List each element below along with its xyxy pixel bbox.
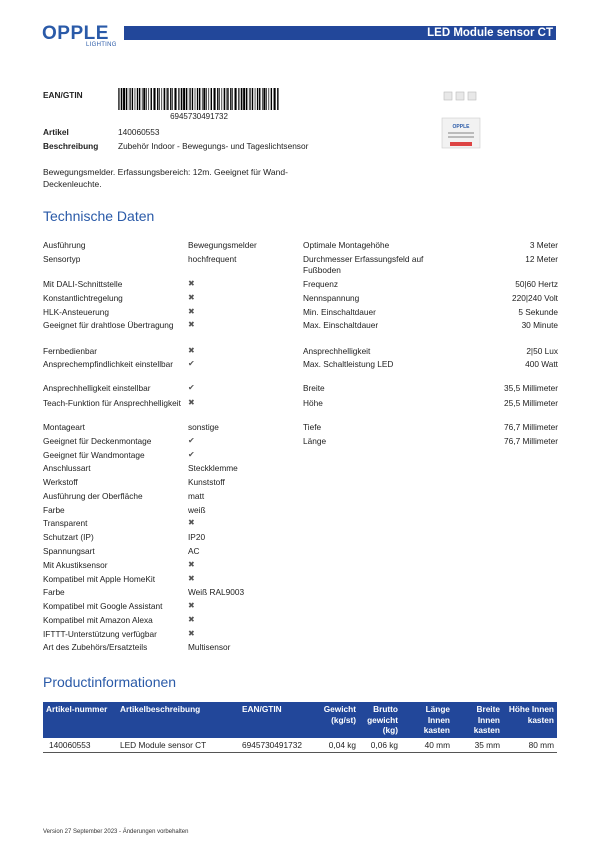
spec-right-value: 5 Sekunde	[518, 307, 558, 317]
spec-left-label: Schutzart (IP)	[43, 532, 94, 542]
table-header-cell: Artikel-nummer	[43, 702, 117, 738]
spec-left-label: Ansprechhelligkeit einstellbar	[43, 383, 151, 393]
product-info-table	[43, 702, 557, 753]
spec-left-label: Geeignet für Deckenmontage	[43, 436, 152, 446]
spec-left-value: ✖	[188, 279, 195, 288]
spec-left-value: ✔	[188, 450, 195, 459]
spec-right-label: Max. Einschaltdauer	[303, 320, 379, 330]
spec-left-value: ✖	[188, 293, 195, 302]
spec-right-value: 50|60 Hertz	[515, 279, 558, 289]
spec-left-label: Fernbedienbar	[43, 346, 97, 356]
spec-left-value: ✖	[188, 398, 195, 407]
spec-left-value: ✔	[188, 383, 195, 392]
table-cell: 0,06 kg	[359, 738, 401, 753]
spec-left-label: HLK-Ansteuerung	[43, 307, 109, 317]
spec-right-value: 12 Meter	[525, 254, 558, 264]
spec-left-label: Teach-Funktion für Ansprechhelligkeit	[43, 398, 181, 408]
spec-left-value: ✖	[188, 601, 195, 610]
spec-right-value: 25,5 Millimeter	[504, 398, 558, 408]
spec-right-label: Frequenz	[303, 279, 339, 289]
table-cell: 0,04 kg	[317, 738, 359, 753]
spec-left-value: ✖	[188, 307, 195, 316]
spec-left-label: Kompatibel mit Amazon Alexa	[43, 615, 153, 625]
table-header-row	[43, 702, 557, 738]
spec-right-value: 30 Minute	[521, 320, 558, 330]
spec-right-value: 400 Watt	[525, 359, 558, 369]
spec-left-label: Spannungsart	[43, 546, 95, 556]
spec-left-label: Geeignet für drahtlose Übertragung	[43, 320, 174, 330]
spec-left-label: Sensortyp	[43, 254, 81, 264]
spec-left-label: Geeignet für Wandmontage	[43, 450, 145, 460]
spec-left-value: matt	[188, 491, 205, 501]
logo-word: OPPLE	[42, 23, 109, 44]
product-description: Bewegungsmelder. Erfassungsbereich: 12m. Geeignet für Wand- Deckenleuchte.	[43, 167, 288, 189]
spec-left-label: Montageart	[43, 422, 85, 432]
table-header-cell: Brutto gewicht (kg)	[359, 702, 401, 738]
spec-left-label: Konstantlichtregelung	[43, 293, 123, 303]
productinformationen-title: Productinformationen	[43, 674, 177, 690]
spec-left-value: ✖	[188, 346, 195, 355]
spec-left-value: sonstige	[188, 422, 219, 432]
spec-right-label: Höhe	[303, 398, 323, 408]
table-body	[43, 738, 557, 753]
ean-label: EAN/GTIN	[43, 90, 83, 100]
spec-left-label: Anschlussart	[43, 463, 91, 473]
footer-version: Version 27 September 2023 - Änderungen vorbehalten	[43, 829, 189, 835]
spec-left-label: Kompatibel mit Apple HomeKit	[43, 574, 156, 584]
beschreibung-label: Beschreibung	[43, 141, 99, 151]
table-cell: LED Module sensor CT	[117, 738, 239, 753]
table-header-cell: EAN/GTIN	[239, 702, 317, 738]
spec-left-value: ✖	[188, 560, 195, 569]
spec-left-value: ✖	[188, 615, 195, 624]
spec-right-label: Tiefe	[303, 422, 322, 432]
spec-right-value: 76,7 Millimeter	[504, 436, 558, 446]
technische-daten-title: Technische Daten	[43, 208, 155, 224]
spec-left-label: Mit Akustiksensor	[43, 560, 108, 570]
spec-left-value: IP20	[188, 532, 206, 542]
spec-left-label: IFTTT-Unterstützung verfügbar	[43, 629, 157, 639]
spec-right-value: 220|240 Volt	[512, 293, 558, 303]
spec-right-label: Länge	[303, 436, 327, 446]
spec-left-label: Werkstoff	[43, 477, 78, 487]
spec-left-value: hochfrequent	[188, 254, 237, 264]
artikel-label: Artikel	[43, 127, 69, 137]
barcode	[118, 88, 280, 110]
spec-left-value: ✖	[188, 574, 195, 583]
spec-left-value: ✖	[188, 629, 195, 638]
table-header-cell: Artikelbeschreibung	[117, 702, 239, 738]
table-row	[43, 738, 557, 753]
spec-left-value: Weiß RAL9003	[188, 587, 245, 597]
spec-right-value: 3 Meter	[529, 240, 558, 250]
logo-sub: LIGHTING	[86, 42, 117, 48]
table-cell: 140060553	[43, 738, 117, 753]
table-cell: 80 mm	[503, 738, 557, 753]
spec-left-value: ✖	[188, 518, 195, 527]
table-cell: 35 mm	[453, 738, 503, 753]
spec-right-label: Durchmesser Erfassungsfeld auf Fußboden	[303, 254, 424, 275]
spec-left-value: Bewegungsmelder	[188, 240, 257, 250]
spec-left-value: AC	[188, 546, 200, 556]
svg-text:OPPLE: OPPLE	[452, 124, 470, 130]
table-header-cell: Länge Innen kasten	[401, 702, 453, 738]
spec-left-value: ✔	[188, 359, 195, 368]
product-image	[436, 90, 488, 160]
spec-left-label: Farbe	[43, 505, 65, 515]
spec-right-label: Optimale Montagehöhe	[303, 240, 390, 250]
table-header-cell: Höhe Innen kasten	[503, 702, 557, 738]
spec-left-value: ✖	[188, 320, 195, 329]
spec-left-value: Steckklemme	[188, 463, 238, 473]
spec-right-label: Min. Einschaltdauer	[303, 307, 376, 317]
barcode-number: 6945730491732	[170, 112, 228, 121]
product-title-bar: LED Module sensor CT	[124, 26, 556, 40]
spec-right-value: 76,7 Millimeter	[504, 422, 558, 432]
spec-right-value: 2|50 Lux	[526, 346, 558, 356]
spec-left-label: Transparent	[43, 518, 88, 528]
table-header-cell: Breite Innen kasten	[453, 702, 503, 738]
table-header-cell: Gewicht (kg/st)	[317, 702, 359, 738]
spec-left-label: Art des Zubehörs/Ersatzteils	[43, 642, 148, 652]
spec-left-label: Ausführung der Oberfläche	[43, 491, 143, 501]
spec-right-label: Breite	[303, 383, 325, 393]
opple-logo	[42, 24, 122, 52]
spec-left-value: Kunststoff	[188, 477, 225, 487]
spec-right-value: 35,5 Millimeter	[504, 383, 558, 393]
spec-left-value: weiß	[188, 505, 206, 515]
spec-left-label: Ansprechempfindlichkeit einstellbar	[43, 359, 174, 369]
artikel-value: 140060553	[118, 127, 160, 137]
spec-left-value: Multisensor	[188, 642, 231, 652]
table-cell: 6945730491732	[239, 738, 317, 753]
beschreibung-value: Zubehör Indoor - Bewegungs- und Tageslichtsensor	[118, 141, 309, 151]
spec-left-label: Kompatibel mit Google Assistant	[43, 601, 163, 611]
table-cell: 40 mm	[401, 738, 453, 753]
spec-right-label: Nennspannung	[303, 293, 360, 303]
spec-left-value: ✔	[188, 436, 195, 445]
spec-left-label: Farbe	[43, 587, 65, 597]
spec-right-label: Ansprechhelligkeit	[303, 346, 371, 356]
spec-left-label: Mit DALI-Schnittstelle	[43, 279, 123, 289]
spec-left-label: Ausführung	[43, 240, 86, 250]
spec-right-label: Max. Schaltleistung LED	[303, 359, 394, 369]
